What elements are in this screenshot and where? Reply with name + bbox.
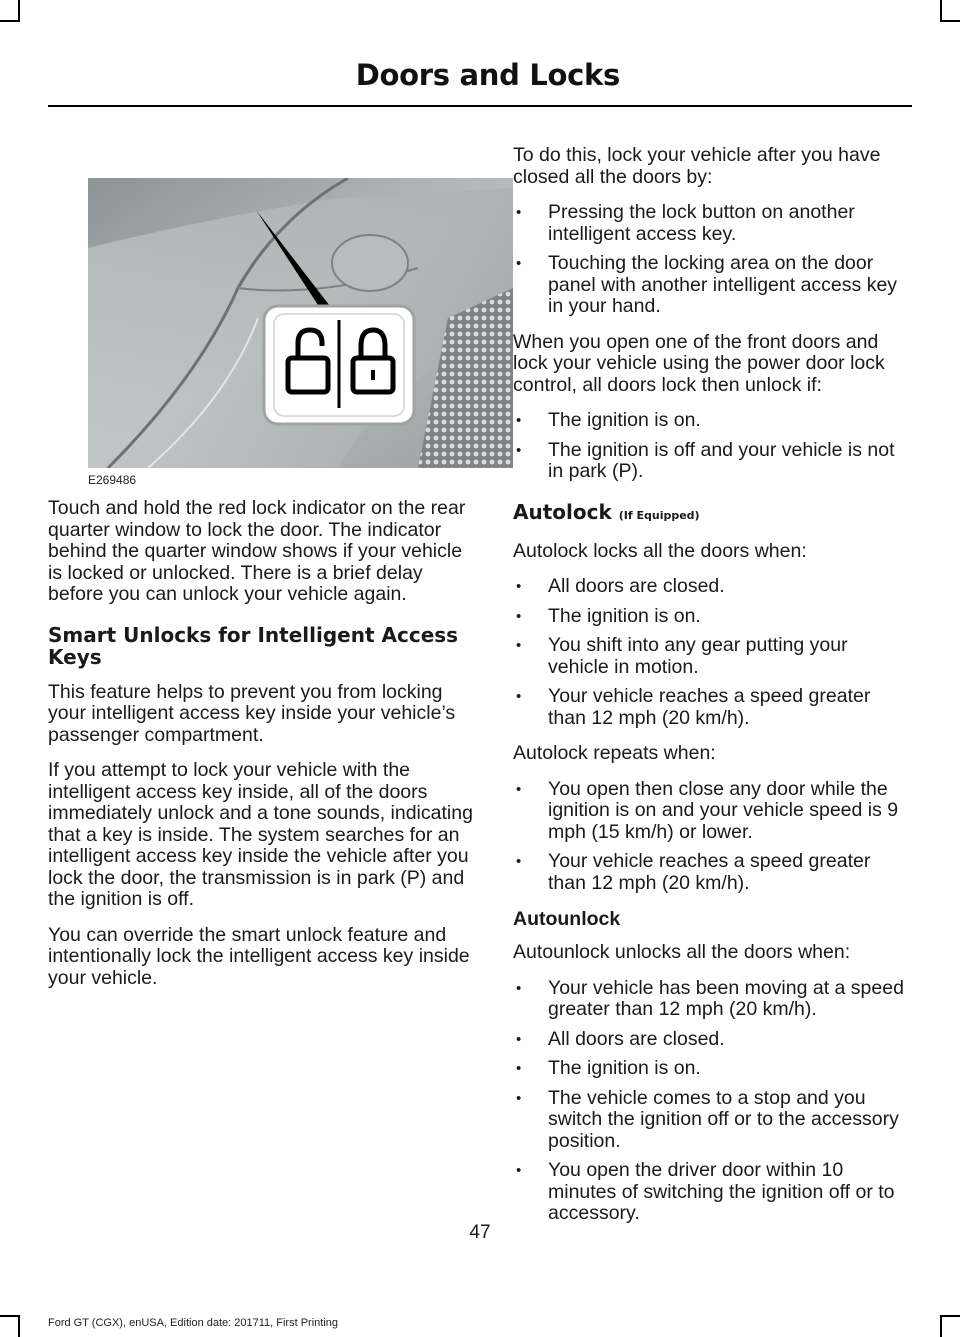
todo-intro: To do this, lock your vehicle after you have closed all the doors by: xyxy=(513,144,881,188)
list-item: • Your vehicle has been moving at a speed greater than 12 mph (20 km/h). xyxy=(513,978,908,1021)
crop-mark xyxy=(0,20,20,22)
right-column xyxy=(513,145,908,1239)
autounlock-list xyxy=(513,978,908,1225)
front-doors-intro: When you open one of the front doors and lock your vehicle using the power door lock control, all doors lock then unlock if: xyxy=(513,330,885,396)
crop-mark xyxy=(940,1315,942,1337)
smart-unlocks-heading: Smart Unlocks for Intelligent Access Keys xyxy=(48,622,459,669)
crop-mark xyxy=(940,0,942,22)
edition-footer: Ford GT (CGX), enUSA, Edition date: 201711, First Printing xyxy=(48,1317,338,1329)
autolock-repeat-intro: Autolock repeats when: xyxy=(513,742,716,764)
crop-mark xyxy=(18,0,20,22)
list-item: • The ignition is on. xyxy=(513,606,908,628)
quarter-window-image xyxy=(88,178,513,468)
list-item: • Your vehicle reaches a speed greater than 12 mph (20 km/h). xyxy=(513,686,908,729)
crop-mark xyxy=(18,1315,20,1337)
smart-paragraph-2: If you attempt to lock your vehicle with the intelligent access key inside, all of the doors immediately unlock and a tone sounds, indicating that a key is inside. The system searches for an intelligent access key inside the vehicle after you lock the door, the transmission is in park (P) and the ignition is off. xyxy=(48,759,473,910)
figure-id: E269486 xyxy=(88,473,137,487)
autounlock-heading: Autounlock xyxy=(513,908,621,930)
intro-paragraph: Touch and hold the red lock indicator on the rear quarter window to lock the door. The indicator behind the quarter window shows if your vehicle is locked or unlocked. There is a brief delay before you can unlock your vehicle again. xyxy=(48,497,466,605)
left-column xyxy=(48,178,476,1003)
header-divider xyxy=(48,105,912,107)
autolock-intro: Autolock locks all the doors when: xyxy=(513,539,807,562)
list-item: • Your vehicle reaches a speed greater than 12 mph (20 km/h). xyxy=(513,851,908,894)
list-item: • You open then close any door while the ignition is on and your vehicle speed is 9 mph (15 km/h) or lower. xyxy=(513,779,908,844)
autounlock-intro: Autounlock unlocks all the doors when: xyxy=(513,941,851,963)
page-number: 47 xyxy=(469,1222,491,1243)
autolock-list xyxy=(513,576,908,729)
autolock-qualifier: (If Equipped) xyxy=(618,508,700,522)
autolock-heading-text: Autolock xyxy=(513,499,612,524)
list-item: • The ignition is on. xyxy=(513,410,908,432)
smart-paragraph-3: You can override the smart unlock feature and intentionally lock the intelligent access key inside your vehicle. xyxy=(48,923,470,989)
list-item: • The ignition is on. xyxy=(513,1058,908,1080)
list-item: • Touching the locking area on the door panel with another intelligent access key in your hand. xyxy=(513,253,908,318)
list-item: • Pressing the lock button on another intelligent access key. xyxy=(513,202,908,245)
list-item: • The ignition is off and your vehicle is not in park (P). xyxy=(513,440,908,483)
front-doors-list xyxy=(513,410,908,483)
crop-mark xyxy=(940,1315,960,1317)
crop-mark xyxy=(940,20,960,22)
smart-paragraph-1: This feature helps to prevent you from locking your intelligent access key inside your vehicle’s passenger compartment. xyxy=(48,680,456,746)
quarter-window-illustration xyxy=(88,178,513,468)
list-item: • All doors are closed. xyxy=(513,576,908,598)
list-item: • You shift into any gear putting your vehicle in motion. xyxy=(513,635,908,678)
list-item: • You open the driver door within 10 minutes of switching the ignition off or to accessory. xyxy=(513,1160,908,1225)
autolock-repeat-list xyxy=(513,779,908,895)
todo-list xyxy=(513,202,908,318)
autolock-heading xyxy=(513,501,908,527)
list-item: • The vehicle comes to a stop and you switch the ignition off or to the accessory position. xyxy=(513,1088,908,1153)
crop-mark xyxy=(0,1315,20,1317)
list-item: • All doors are closed. xyxy=(513,1029,908,1051)
page-title: Doors and Locks xyxy=(355,58,620,92)
